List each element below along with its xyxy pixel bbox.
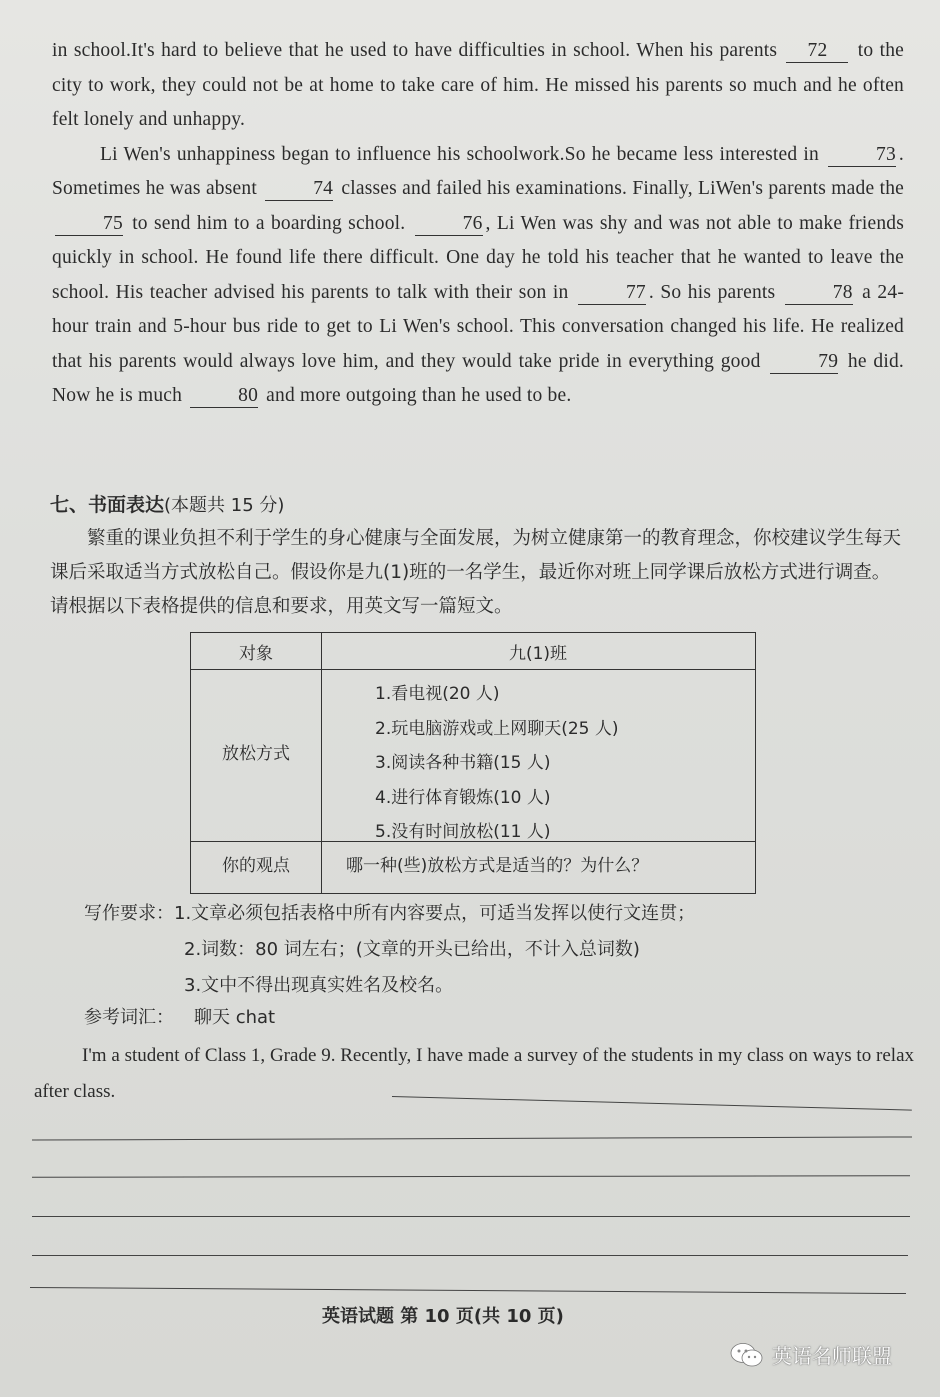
requirement-1: 写作要求：1.文章必须包括表格中所有内容要点，可适当发挥以使行文连贯； bbox=[84, 903, 696, 924]
list-item: 3.阅读各种书籍(15 人) bbox=[375, 753, 551, 773]
table-label-relax-ways: 放松方式 bbox=[222, 744, 290, 764]
blank-80: 80 bbox=[190, 385, 258, 408]
relax-ways-list bbox=[375, 677, 619, 850]
essay-opening: I'm a student of Class 1, Grade 9. Recently, I have made a survey of the students in my class on ways to relax after class. bbox=[34, 1045, 914, 1102]
passage-paragraph-1: in school.It's hard to believe that he used to have difficulties in school. When his parents 72 to the city to work, they could not be at home to take care of him. He missed his parents so much and he often felt lonely and unhappy. bbox=[52, 40, 905, 130]
table-header-target: 对象 bbox=[239, 644, 273, 664]
watermark-text: 英语名师联盟 bbox=[772, 1344, 892, 1368]
blank-75: 75 bbox=[55, 213, 123, 236]
section-title: 七、书面表达(本题共 15 分) bbox=[50, 494, 285, 516]
vocab-label: 参考词汇： bbox=[84, 1007, 174, 1028]
writing-requirements bbox=[84, 896, 695, 1004]
cloze-passage bbox=[52, 34, 904, 414]
list-item: 2.玩电脑游戏或上网聊天(25 人) bbox=[375, 718, 619, 739]
writing-task-intro: 繁重的课业负担不利于学生的身心健康与全面发展，为树立健康第一的教育理念，你校建议学生每天课后采取适当方式放松自己。假设你是九(1)班的一名学生，最近你对班上同学课后放松方式进行调查。请根据以下表格提供的信息和要求，用英文写一篇短文。 bbox=[50, 528, 902, 617]
writing-line bbox=[32, 1216, 910, 1217]
writing-line bbox=[32, 1175, 910, 1178]
table-label-your-view: 你的观点 bbox=[222, 856, 290, 876]
blank-73: 73 bbox=[828, 144, 896, 167]
requirement-2: 2.词数：80 词左右；(文章的开头已给出，不计入总词数) bbox=[184, 939, 640, 960]
section-points: (本题共 15 分) bbox=[164, 495, 285, 516]
list-item: 1.看电视(20 人) bbox=[375, 684, 500, 704]
passage-paragraph-2: Li Wen's unhappiness began to influence his schoolwork.So he became less interested in 73 . Sometimes he was absent 74 classes and failed his examinations. Finally, LiWen's parents made the 75 to send him to a boarding school. 76 , Li Wen was shy and was not able to make friends quickly in school. He found life there difficult. One day he told his teacher that he wanted to leave the school. His teacher advised his parents to talk with their son in 77 . So his parents 78 a 24-hour train and 5-hour bus ride to get to Li Wen's school. This conversation changed his life. He realized that his parents would always love him, and they would take pride in everything good 79 he did. Now he is much 80 and more outgoing than he used to be. bbox=[52, 143, 905, 406]
blank-79: 79 bbox=[770, 351, 838, 374]
writing-line bbox=[32, 1136, 912, 1140]
page-footer: 英语试题 第 10 页(共 10 页) bbox=[322, 1306, 564, 1327]
list-item: 5.没有时间放松(11 人) bbox=[375, 822, 551, 842]
blank-72: 72 bbox=[786, 40, 848, 63]
vocab-entry: 聊天 chat bbox=[194, 1007, 276, 1028]
blank-74: 74 bbox=[265, 178, 333, 201]
blank-78: 78 bbox=[785, 282, 853, 305]
writing-line bbox=[32, 1255, 908, 1256]
requirement-3: 3.文中不得出现真实姓名及校名。 bbox=[184, 975, 454, 996]
table-view-question: 哪一种(些)放松方式是适当的？为什么？ bbox=[346, 856, 649, 876]
blank-76: 76 bbox=[415, 213, 483, 236]
reference-vocab bbox=[84, 1003, 295, 1029]
writing-line bbox=[30, 1287, 906, 1294]
table-divider bbox=[191, 669, 755, 670]
watermark bbox=[730, 1340, 892, 1369]
blank-77: 77 bbox=[578, 282, 646, 305]
table-divider bbox=[321, 633, 322, 893]
wechat-icon bbox=[730, 1342, 764, 1368]
survey-table bbox=[190, 632, 756, 894]
list-item: 4.进行体育锻炼(10 人) bbox=[375, 787, 551, 808]
table-header-class: 九(1)班 bbox=[508, 644, 568, 664]
